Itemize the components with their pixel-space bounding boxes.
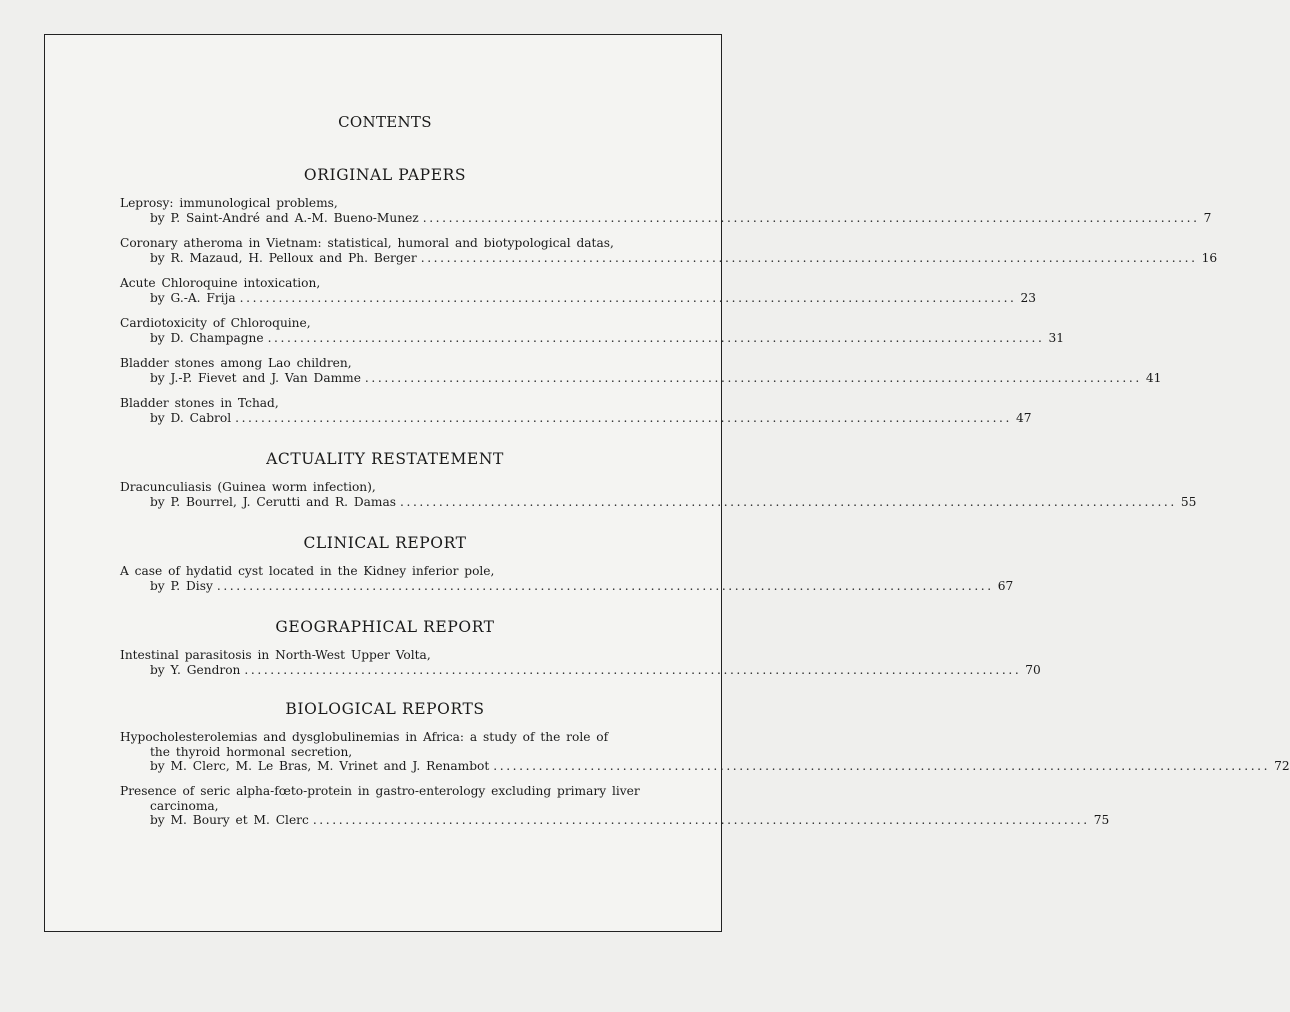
dot-leader: ........................................................................................................................ xyxy=(400,494,1177,509)
toc-entry[interactable] xyxy=(120,648,1041,677)
page-title: CONTENTS xyxy=(338,113,432,131)
dot-leader: ........................................................................................................................ xyxy=(235,410,1012,425)
entry-page-number: 55 xyxy=(1180,494,1197,509)
entry-byline: by D. Cabrol xyxy=(150,410,232,425)
entry-page-number: 72 xyxy=(1274,759,1290,773)
entry-page-number: 47 xyxy=(1016,410,1032,425)
entry-page-number: 41 xyxy=(1145,370,1162,385)
entry-byline: by R. Mazaud, H. Pelloux and Ph. Berger xyxy=(150,250,417,265)
entry-byline: by M. Clerc, M. Le Bras, M. Vrinet and J. Renambot xyxy=(150,759,490,773)
section-heading: ORIGINAL PAPERS xyxy=(303,166,467,184)
entry-byline: by J.-P. Fievet and J. Van Damme xyxy=(150,370,361,385)
toc-entry[interactable] xyxy=(120,196,1212,225)
entry-page-number: 16 xyxy=(1201,250,1218,265)
dot-leader: ........................................................................................................................ xyxy=(312,813,1090,827)
entry-title: Hypocholesterolemias and dysglobulinemias in Africa: a study of the role of xyxy=(120,730,609,744)
toc-entry[interactable] xyxy=(120,564,1014,593)
toc-entry[interactable] xyxy=(120,276,1037,305)
entry-byline: by Y. Gendron xyxy=(150,662,241,677)
entry-page-number: 7 xyxy=(1203,210,1212,225)
section-heading: ACTUALITY RESTATEMENT xyxy=(266,450,504,468)
entry-title: Presence of seric alpha-fœto-protein in gastro-enterology excluding primary liver xyxy=(120,784,640,798)
toc-entry[interactable] xyxy=(120,316,1064,345)
entry-byline: by G.-A. Frija xyxy=(150,290,236,305)
toc-entry[interactable] xyxy=(120,396,1032,425)
dot-leader: ........................................................................................................................ xyxy=(244,662,1022,677)
entry-title: Acute Chloroquine intoxication, xyxy=(120,276,321,290)
entry-byline: by M. Boury et M. Clerc xyxy=(150,813,309,827)
section-heading: GEOGRAPHICAL REPORT xyxy=(275,618,495,636)
entry-title-continued: carcinoma, xyxy=(150,798,219,813)
entry-byline: by D. Champagne xyxy=(150,330,264,345)
dot-leader: ........................................................................................................................ xyxy=(493,759,1271,773)
toc-entry[interactable] xyxy=(120,356,1162,385)
dot-leader: ........................................................................................................................ xyxy=(267,330,1045,345)
entry-byline: by P. Disy xyxy=(150,578,213,593)
entry-byline: by P. Bourrel, J. Cerutti and R. Damas xyxy=(150,494,396,509)
dot-leader: ........................................................................................................................ xyxy=(239,290,1017,305)
entry-byline: by P. Saint-André and A.-M. Bueno-Munez xyxy=(150,210,419,225)
entry-page-number: 23 xyxy=(1020,290,1037,305)
entry-page-number: 75 xyxy=(1093,813,1110,827)
section-heading: BIOLOGICAL REPORTS xyxy=(285,700,485,718)
dot-leader: ........................................................................................................................ xyxy=(364,370,1142,385)
section-heading: CLINICAL REPORT xyxy=(303,534,467,552)
entry-title: Bladder stones among Lao children, xyxy=(120,356,352,370)
entry-title-continued: the thyroid hormonal secretion, xyxy=(150,744,353,759)
entry-page-number: 67 xyxy=(997,578,1014,593)
entry-title: Cardiotoxicity of Chloroquine, xyxy=(120,316,311,330)
entry-page-number: 70 xyxy=(1025,662,1041,677)
entry-title: A case of hydatid cyst located in the Kidney inferior pole, xyxy=(120,564,495,578)
entry-title: Coronary atheroma in Vietnam: statistical, humoral and biotypological datas, xyxy=(120,236,614,250)
entry-title: Dracunculiasis (Guinea worm infection), xyxy=(120,480,376,494)
toc-entry[interactable] xyxy=(120,480,1197,509)
dot-leader: ........................................................................................................................ xyxy=(216,578,994,593)
dot-leader: ........................................................................................................................ xyxy=(420,250,1198,265)
entry-page-number: 31 xyxy=(1048,330,1064,345)
entry-title: Bladder stones in Tchad, xyxy=(120,396,279,410)
entry-title: Leprosy: immunological problems, xyxy=(120,196,338,210)
toc-entry[interactable] xyxy=(120,784,1110,828)
dot-leader: ........................................................................................................................ xyxy=(422,210,1200,225)
toc-entry[interactable] xyxy=(120,236,1218,265)
toc-entry[interactable] xyxy=(120,730,1290,774)
entry-title: Intestinal parasitosis in North-West Upper Volta, xyxy=(120,648,431,662)
